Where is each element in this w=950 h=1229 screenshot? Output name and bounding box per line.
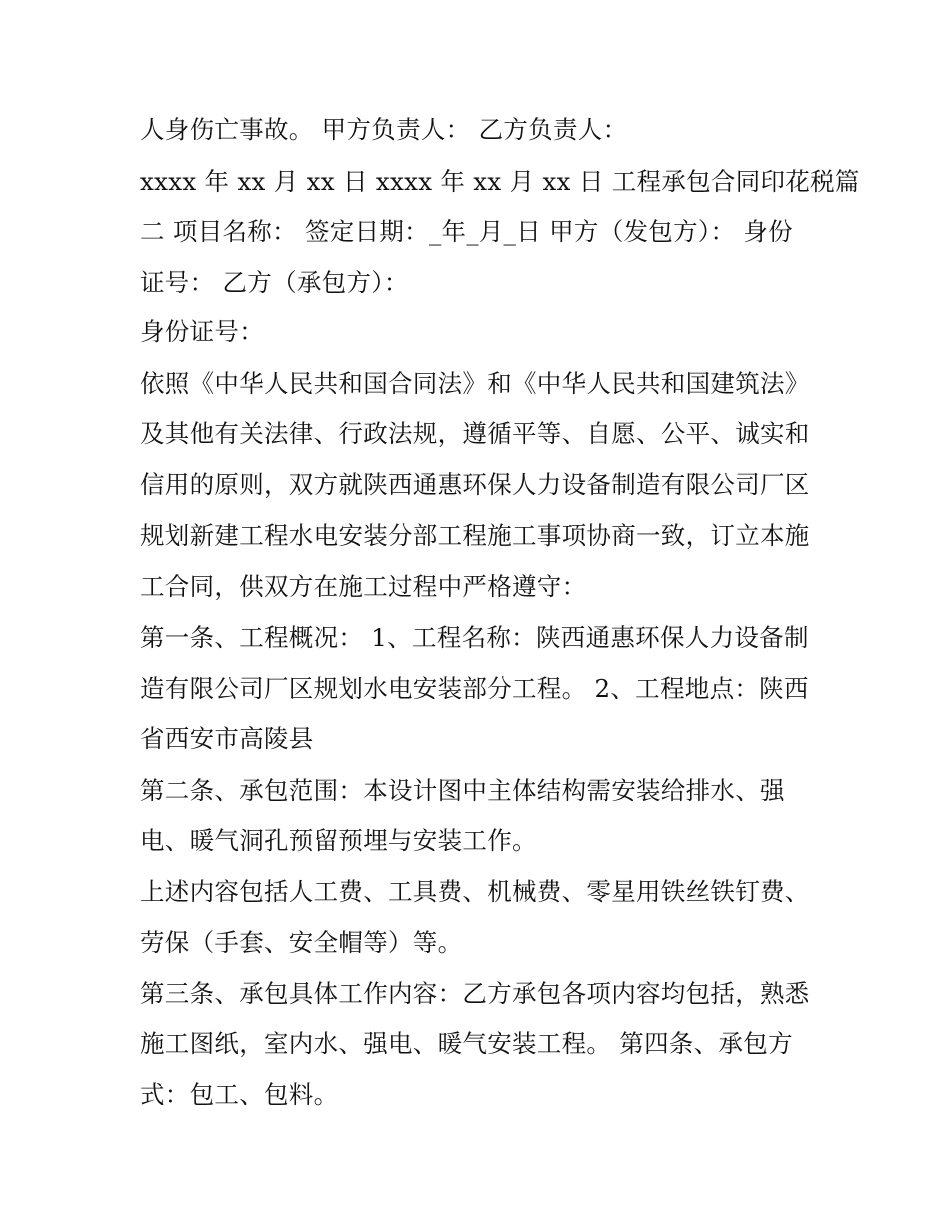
text-line: 第二条、承包范围：本设计图中主体结构需安装给排水、强	[140, 776, 785, 805]
text-line: 工合同，供双方在施工过程中严格遵守：	[140, 572, 587, 601]
text-line: 上述内容包括人工费、工具费、机械费、零星用铁丝铁钉费、	[140, 877, 810, 906]
text-line: 证号： 乙方（承包方）：	[140, 268, 409, 297]
text-line: 依照《中华人民共和国合同法》和《中华人民共和国建筑法》	[140, 369, 810, 398]
text-line: 造有限公司厂区规划水电安装部分工程。 2、工程地点：陕西	[140, 674, 809, 703]
text-line: 二 项目名称： 签定日期：_年_月_日 甲方（发包方）： 身份	[140, 217, 793, 246]
text-line: 电、暖气洞孔预留预埋与安装工作。	[140, 826, 537, 855]
text-line: 劳保（手套、安全帽等）等。	[140, 928, 463, 957]
text-line: 及其他有关法律、行政法规，遵循平等、自愿、公平、诚实和	[140, 419, 810, 448]
text-line: 第三条、承包具体工作内容：乙方承包各项内容均包括，熟悉	[140, 979, 810, 1008]
text-line: 省西安市高陵县	[140, 724, 314, 753]
text-line: 第一条、工程概况： 1、工程名称：陕西通惠环保人力设备制	[140, 623, 809, 652]
text-line: 施工图纸，室内水、强电、暖气安装工程。 第四条、承包方	[140, 1029, 793, 1058]
text-line: 信用的原则，双方就陕西通惠环保人力设备制造有限公司厂区	[140, 470, 810, 499]
text-line: xxxx 年 xx 月 xx 日 xxxx 年 xx 月 xx 日 工程承包合同印花税篇	[140, 167, 860, 196]
text-line: 身份证号：	[140, 317, 264, 346]
text-line: 人身伤亡事故。 甲方负责人： 乙方负责人：	[140, 115, 628, 144]
text-line: 规划新建工程水电安装分部工程施工事项协商一致，订立本施	[140, 521, 810, 550]
text-line: 式：包工、包料。	[140, 1080, 339, 1109]
